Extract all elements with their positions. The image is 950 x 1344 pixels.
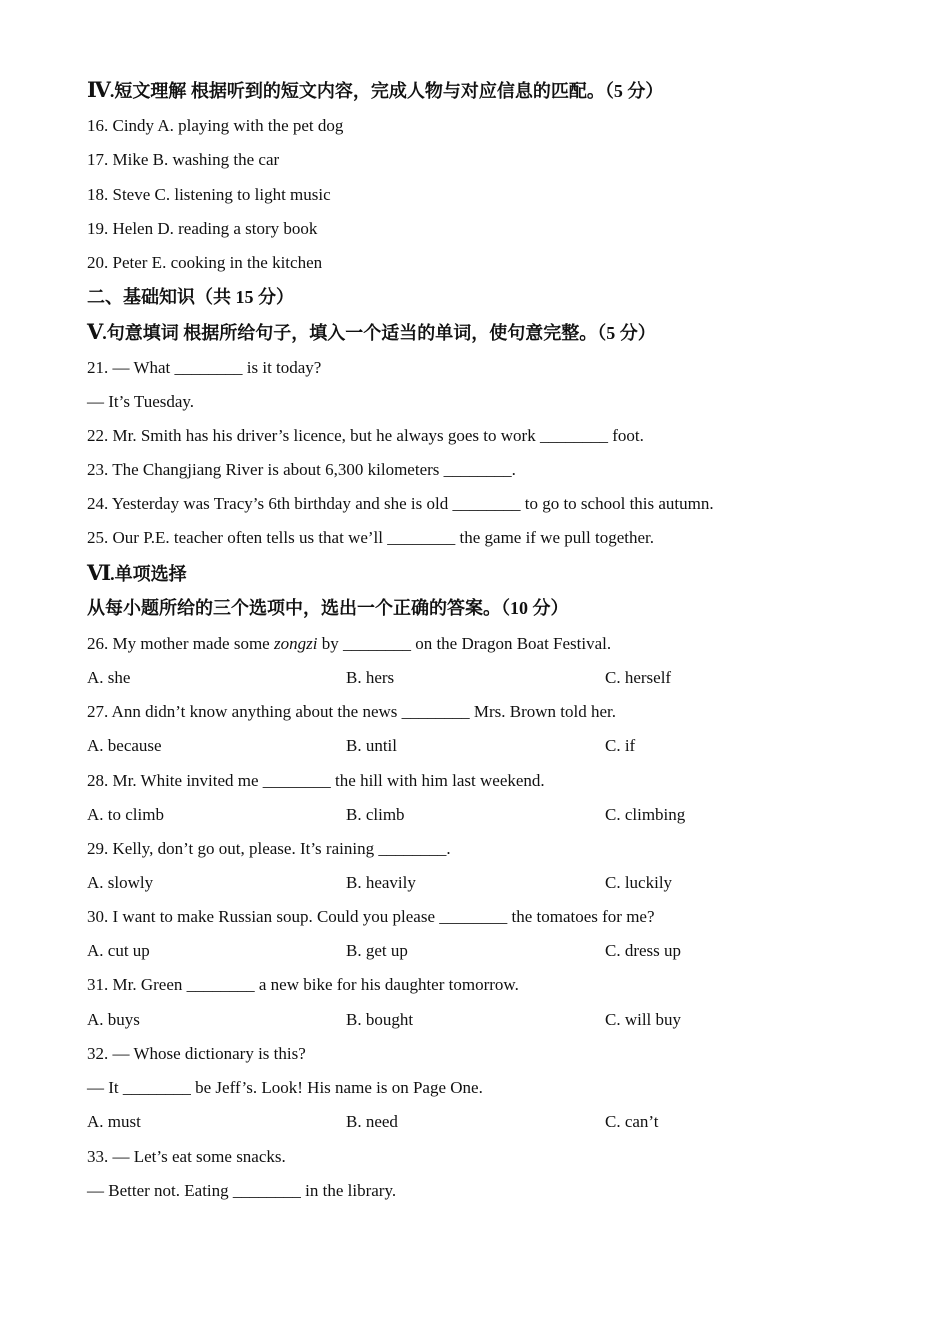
question-32-option-b: B. need [346,1112,398,1131]
section-4-roman: Ⅳ [87,78,110,102]
question-26-option-c: C. herself [605,668,672,687]
question-27: 27. Ann didn’t know anything about the news ________ Mrs. Brown told her. [87,702,617,721]
question-32-answer: — It ________ be Jeff’s. Look! His name is on Page One. [87,1078,483,1097]
section-5-roman: Ⅴ [87,320,103,344]
question-21-answer: — It’s Tuesday. [87,392,195,411]
section-5-title: .句意填词 根据所给句子，填入一个适当的单词，使句意完整。（5 分） [102,323,656,343]
question-26 [87,633,611,655]
question-26-post: by ________ on the Dragon Boat Festival. [317,634,612,653]
question-32-option-c: C. can’t [605,1112,659,1131]
question-27-option-b: B. until [346,736,398,755]
question-26-pre: 26. My mother made some [87,634,274,653]
question-30-option-c: C. dress up [605,941,682,960]
question-31-option-b: B. bought [346,1010,414,1029]
section-6-heading [87,562,187,585]
question-26-italic: zongzi [273,634,318,653]
question-29-option-c: C. luckily [605,873,673,892]
question-31-option-c: C. will buy [605,1010,682,1029]
section-6-instruction: 从每小题所给的三个选项中，选出一个正确的答案。（10 分） [87,598,569,618]
section-4-heading [87,79,663,102]
question-29-option-b: B. heavily [346,873,416,892]
question-30-option-a: A. cut up [87,941,150,960]
question-26-option-a: A. she [87,668,131,687]
question-24: 24. Yesterday was Tracy’s 6th birthday and she is old ________ to go to school this autumn. [87,494,714,513]
question-21: 21. — What ________ is it today? [87,358,322,377]
question-25: 25. Our P.E. teacher often tells us that we’ll ________ the game if we pull together. [87,528,655,547]
section-4-title: .短文理解 根据听到的短文内容，完成人物与对应信息的匹配。（5 分） [109,81,664,101]
question-28-option-c: C. climbing [605,805,686,824]
question-26-option-b: B. hers [346,668,395,687]
question-28-option-b: B. climb [346,805,405,824]
question-17: 17. Mike B. washing the car [87,150,280,169]
question-33: 33. — Let’s eat some snacks. [87,1147,286,1166]
question-27-option-c: C. if [605,736,636,755]
question-31: 31. Mr. Green ________ a new bike for his daughter tomorrow. [87,975,519,994]
question-30-option-b: B. get up [346,941,408,960]
question-30: 30. I want to make Russian soup. Could you please ________ the tomatoes for me? [87,907,655,926]
question-22: 22. Mr. Smith has his driver’s licence, but he always goes to work ________ foot. [87,426,644,445]
question-16: 16. Cindy A. playing with the pet dog [87,116,344,135]
question-32-option-a: A. must [87,1112,141,1131]
section-5-heading [87,321,656,344]
question-18: 18. Steve C. listening to light music [87,185,331,204]
question-33-answer: — Better not. Eating ________ in the library. [87,1181,397,1200]
question-29: 29. Kelly, don’t go out, please. It’s raining ________. [87,839,451,858]
question-23: 23. The Changjiang River is about 6,300 kilometers ________. [87,460,516,479]
question-32: 32. — Whose dictionary is this? [87,1044,306,1063]
question-20: 20. Peter E. cooking in the kitchen [87,253,323,272]
section-6-title: .单项选择 [110,564,187,584]
question-19: 19. Helen D. reading a story book [87,219,318,238]
question-28: 28. Mr. White invited me ________ the hill with him last weekend. [87,771,545,790]
section-6-roman: Ⅵ [87,561,111,585]
question-29-option-a: A. slowly [87,873,154,892]
question-31-option-a: A. buys [87,1010,140,1029]
question-28-option-a: A. to climb [87,805,164,824]
question-27-option-a: A. because [87,736,162,755]
part-2-heading: 二、基础知识（共 15 分） [87,287,294,307]
